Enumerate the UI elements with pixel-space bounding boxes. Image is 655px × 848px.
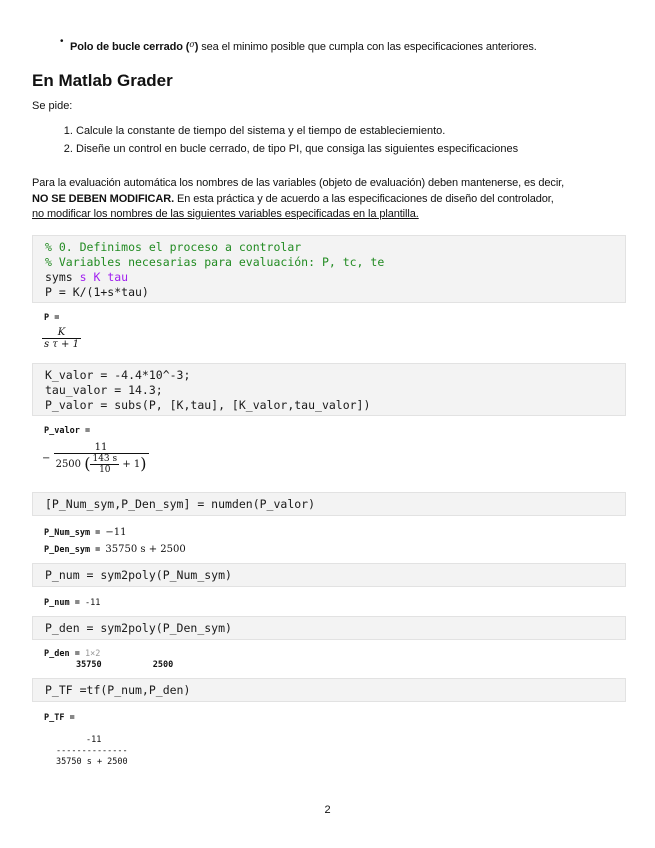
code-comment: % Variables necesarias para evaluación: P, tc, te [45, 255, 385, 269]
output-value: 35750 s + 2500 [105, 544, 186, 555]
output-P-Den-sym [44, 544, 186, 555]
output-label: P_num = [44, 598, 85, 608]
task-list [32, 124, 518, 160]
code-cell-tf[interactable] [32, 678, 626, 702]
code-syms-vars: s K tau [79, 270, 129, 284]
inner-plus: + 1 [122, 459, 141, 470]
code-syms-keyword: syms [45, 270, 80, 284]
output-label: P_Den_sym = [44, 545, 101, 555]
bullet-dot: • [60, 36, 64, 47]
task-item: 2. Diseñe un control en bucle cerrado, de tipo PI, que consiga las siguientes especificaciones [76, 142, 518, 160]
spec-bullet [60, 36, 537, 53]
section-title: En Matlab Grader [32, 71, 173, 90]
output-label-P: P = [44, 313, 60, 323]
output-value: 35750 [76, 660, 102, 670]
output-value: −11 [105, 527, 127, 538]
output-label-P-valor: P_valor = [44, 426, 91, 436]
code-line: [P_Num_sym,P_Den_sym] = numden(P_valor) [45, 497, 316, 511]
note-text-2: En esta práctica y de acuerdo a las especificaciones de diseño del controlador, [174, 192, 554, 205]
code-line: P = K/(1+s*tau) [45, 285, 149, 299]
code-line: P_num = sym2poly(P_Num_sym) [45, 568, 232, 582]
tf-fraction-line: -------------- [56, 746, 128, 756]
output-P-valor-fraction [42, 442, 149, 475]
output-P-den [44, 649, 100, 659]
output-label-P-TF: P_TF = [44, 713, 75, 723]
output-value: -11 [84, 598, 101, 608]
note-underlined: no modificar los nombres de las siguientes variables especificadas en la plantilla. [32, 208, 419, 220]
minus-sign: − [42, 453, 51, 464]
fraction-numerator: 11 [94, 442, 108, 453]
code-comment: % 0. Definimos el proceso a controlar [45, 240, 302, 254]
tf-denominator: 35750 s + 2500 [56, 757, 128, 767]
inner-numerator: 143 s [92, 454, 118, 464]
code-line: P_den = sym2poly(P_Den_sym) [45, 621, 232, 635]
code-cell-sym2poly-den[interactable] [32, 616, 626, 640]
output-dimensions: 1×2 [84, 649, 101, 659]
sigma-symbol: σ [189, 40, 195, 49]
code-cell-sym2poly-num[interactable] [32, 563, 626, 587]
output-P-num [44, 598, 100, 608]
section-intro: Se pide: [32, 100, 73, 112]
task-item: 1. Calcule la constante de tiempo del sistema y el tiempo de estableciemiento. [76, 124, 518, 142]
spec-bold-close: ) [194, 41, 199, 53]
inner-denominator: 10 [90, 464, 119, 475]
fraction-denominator: 2500 ( $\frac{143 s}{10}$ + 1) [55, 454, 147, 475]
page-number: 2 [324, 804, 331, 816]
code-cell-values[interactable] [32, 363, 626, 416]
note-text-1: Para la evaluación automática los nombres de las variables (objeto de evaluación) deben mantenerse, es decir, [32, 177, 565, 189]
spec-bold-text: Polo de bucle cerrado ( [70, 41, 190, 53]
tf-numerator: -11 [86, 735, 102, 745]
fraction-denominator: s τ + 1 [44, 339, 79, 350]
code-cell-numden[interactable] [32, 492, 626, 516]
code-line: P_valor = subs(P, [K,tau], [K_valor,tau_valor]) [45, 398, 371, 412]
output-P-fraction [42, 327, 81, 350]
note-bold: NO SE DEBEN MODIFICAR. [32, 192, 175, 205]
code-line: P_TF =tf(P_num,P_den) [45, 683, 191, 697]
output-P-Num-sym [44, 527, 127, 538]
output-label: P_den = [44, 649, 85, 659]
code-line: tau_valor = 14.3; [45, 383, 163, 397]
spec-text: sea el minimo posible que cumpla con las especificaciones anteriores. [198, 41, 537, 53]
denominator-coefficient: 2500 [55, 459, 82, 470]
code-cell-define-process[interactable] [32, 235, 626, 303]
fraction-numerator: K [57, 327, 66, 338]
evaluation-note [32, 176, 626, 223]
output-value: 2500 [152, 660, 174, 670]
output-P-den-values [76, 660, 173, 670]
output-label: P_Num_sym = [44, 528, 101, 538]
code-line: K_valor = -4.4*10^-3; [45, 368, 191, 382]
